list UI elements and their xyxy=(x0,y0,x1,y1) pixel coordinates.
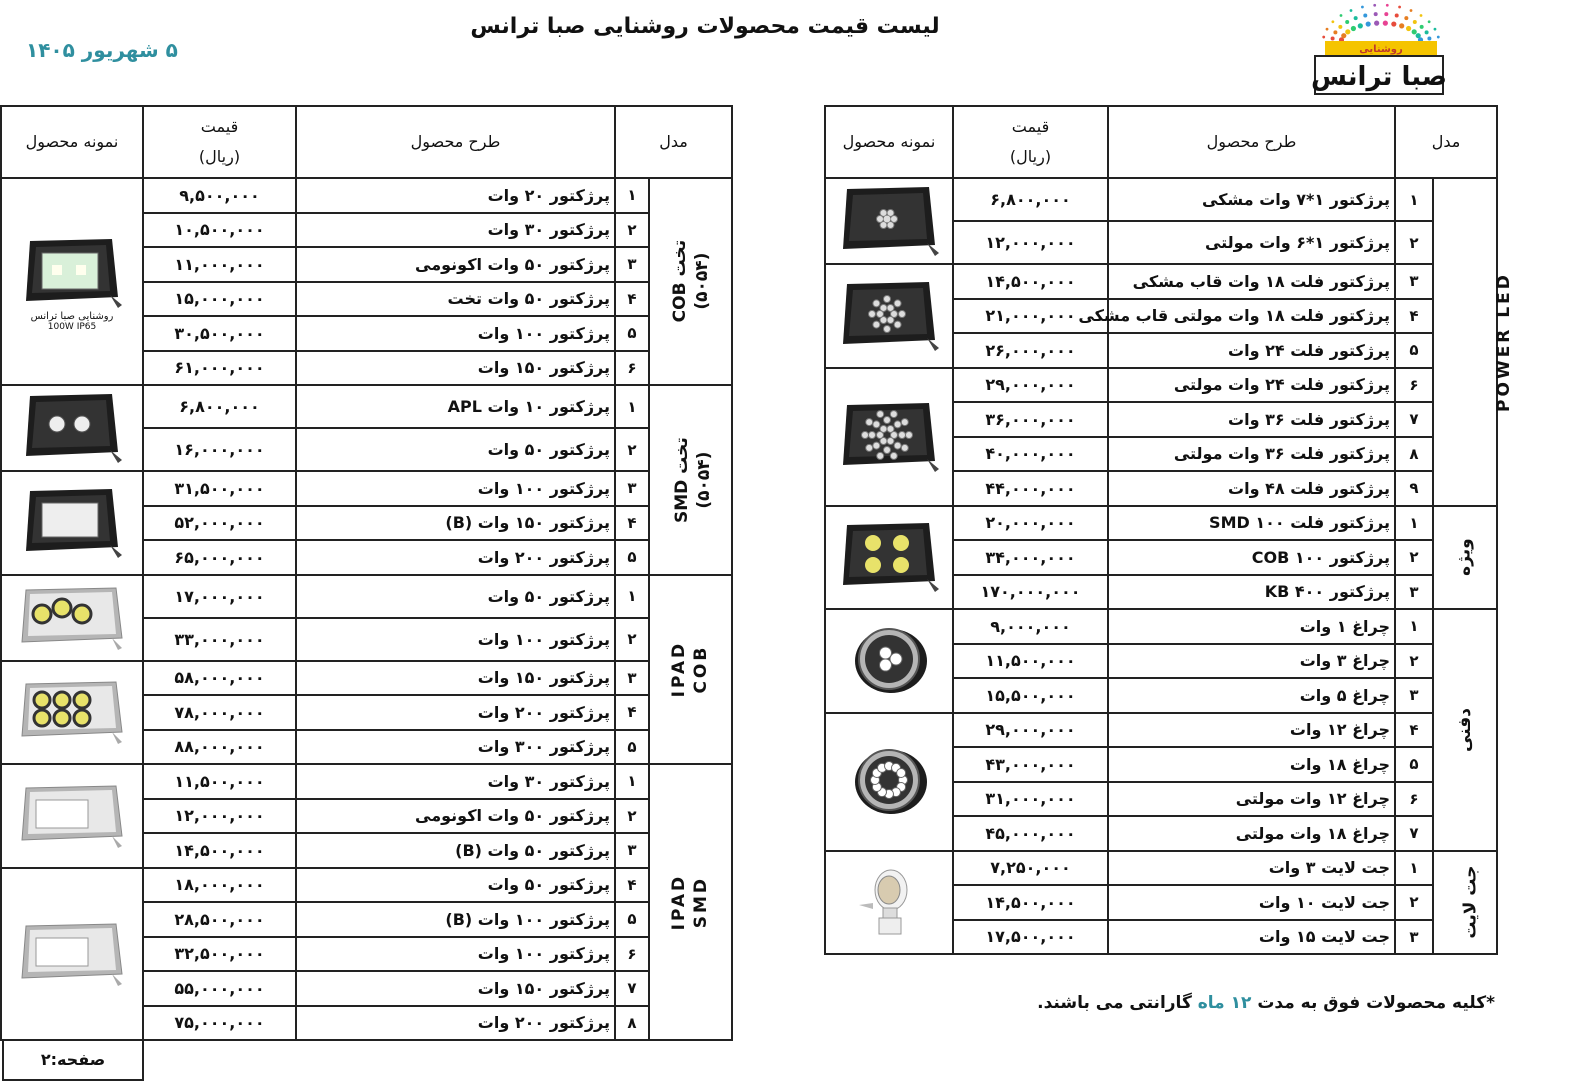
model-label-line: جت لایت xyxy=(1460,865,1481,939)
table-row xyxy=(1,764,732,799)
product-name-cell: پرژکتور ۳۰۰ وات xyxy=(296,730,615,765)
price-cell: ۹,۰۰۰,۰۰۰ xyxy=(953,609,1108,644)
cob-flat-floodlight-icon xyxy=(2,231,142,315)
table-row xyxy=(1,868,732,903)
logo-dot xyxy=(1413,20,1417,24)
svg-text:روشنایی: روشنایی xyxy=(1359,44,1403,55)
model-label-line: IPAD xyxy=(669,641,690,698)
inground-light-icon xyxy=(826,619,952,703)
logo-dot xyxy=(1420,14,1423,17)
price-cell: ۷۸,۰۰۰,۰۰۰ xyxy=(143,695,296,730)
price-cell: ۶,۸۰۰,۰۰۰ xyxy=(143,385,296,428)
product-image-cell xyxy=(825,178,953,264)
price-cell: ۱۶,۰۰۰,۰۰۰ xyxy=(143,428,296,471)
product-image-cell xyxy=(1,764,143,868)
logo-dot xyxy=(1345,20,1349,24)
table-row xyxy=(825,506,1497,541)
price-cell: ۶۵,۰۰۰,۰۰۰ xyxy=(143,540,296,575)
row-number-cell: ۵ xyxy=(1395,333,1433,368)
price-cell: ۲۹,۰۰۰,۰۰۰ xyxy=(953,713,1108,748)
table-row xyxy=(825,368,1497,403)
price-cell: ۲۸,۵۰۰,۰۰۰ xyxy=(143,902,296,937)
logo-dot xyxy=(1398,6,1401,9)
row-number-cell: ۱ xyxy=(1395,851,1433,886)
row-number-cell: ۴ xyxy=(615,695,649,730)
row-number-cell: ۵ xyxy=(615,902,649,937)
model-group-cell xyxy=(1433,178,1514,506)
image-caption: روشنایی صبا ترانس xyxy=(30,311,114,322)
saba-trans-logo xyxy=(1305,3,1455,98)
price-cell: ۲۱,۰۰۰,۰۰۰ xyxy=(953,299,1108,334)
row-number-cell: ۱ xyxy=(615,385,649,428)
product-name-cell: پرژکتور ۱۵۰ وات xyxy=(296,351,615,386)
product-image-cell xyxy=(1,385,143,471)
product-image-cell xyxy=(825,368,953,506)
product-image-cell xyxy=(825,713,953,851)
row-number-cell: ۹ xyxy=(1395,471,1433,506)
product-name-cell: پرژکتور ۱۵۰ وات xyxy=(296,971,615,1006)
logo-dot xyxy=(1427,36,1431,40)
logo-dot xyxy=(1406,26,1411,31)
price-cell: ۷,۲۵۰,۰۰۰ xyxy=(953,851,1108,886)
logo-dot xyxy=(1331,36,1335,40)
logo-dot xyxy=(1437,36,1440,39)
product-name-cell: جت لایت ۱۵ وات xyxy=(1108,920,1395,955)
price-cell: ۳۲,۵۰۰,۰۰۰ xyxy=(143,937,296,972)
header-sample: نمونه محصول xyxy=(1,106,143,178)
model-label-line: ویژه xyxy=(1454,538,1475,577)
product-name-cell: پرژکتور ۲۰۰ وات xyxy=(296,1006,615,1041)
price-cell: ۳۰,۵۰۰,۰۰۰ xyxy=(143,316,296,351)
row-number-cell: ۶ xyxy=(1395,368,1433,403)
row-number-cell: ۳ xyxy=(1395,575,1433,610)
product-image-cell xyxy=(1,471,143,575)
table-row xyxy=(825,609,1497,644)
product-name-cell: پرژکتور ۳۰ وات xyxy=(296,764,615,799)
row-number-cell: ۸ xyxy=(615,1006,649,1041)
logo-dot xyxy=(1358,23,1363,28)
product-name-cell: پرژکتور ۱*۷ وات مشکی xyxy=(1108,178,1395,221)
row-number-cell: ۴ xyxy=(615,506,649,541)
price-cell: ۲۹,۰۰۰,۰۰۰ xyxy=(953,368,1108,403)
logo-dot xyxy=(1428,20,1431,23)
row-number-cell: ۲ xyxy=(1395,885,1433,920)
header-price: قیمت (ریال) xyxy=(143,106,296,178)
logo-dot xyxy=(1383,21,1388,26)
row-number-cell: ۳ xyxy=(615,661,649,696)
note-highlight: ۱۲ ماه xyxy=(1197,993,1252,1013)
row-number-cell: ۲ xyxy=(1395,540,1433,575)
smd-flat-floodlight-icon xyxy=(2,481,142,565)
model-group-label xyxy=(1460,866,1482,939)
note-suffix: گارانتی می باشند. xyxy=(1037,993,1192,1013)
price-cell: ۴۴,۰۰۰,۰۰۰ xyxy=(953,471,1108,506)
logo-dot xyxy=(1322,36,1325,39)
row-number-cell: ۲ xyxy=(615,213,649,248)
product-name-cell: پرژکتور ۱۰۰ وات xyxy=(296,471,615,506)
price-cell: ۱۴,۵۰۰,۰۰۰ xyxy=(953,264,1108,299)
product-name-cell: پرژکتور فلت ۴۸ وات xyxy=(1108,471,1395,506)
table-row xyxy=(1,471,732,506)
header-design: طرح محصول xyxy=(296,106,615,178)
price-cell: ۲۶,۰۰۰,۰۰۰ xyxy=(953,333,1108,368)
product-image-cell xyxy=(825,506,953,610)
header-model: مدل xyxy=(615,106,732,178)
header-design: طرح محصول xyxy=(1108,106,1395,178)
row-number-cell: ۵ xyxy=(615,316,649,351)
logo-dot xyxy=(1340,14,1343,17)
row-number-cell: ۵ xyxy=(615,540,649,575)
row-number-cell: ۵ xyxy=(1395,747,1433,782)
product-image-cell xyxy=(1,575,143,661)
product-name-cell: پرژکتور فلت ۱۸ وات قاب مشکی xyxy=(1108,264,1395,299)
product-name-cell: پرژکتور ۲۰ وات xyxy=(296,178,615,213)
logo-dot xyxy=(1404,16,1408,20)
row-number-cell: ۳ xyxy=(615,471,649,506)
logo-dot xyxy=(1351,26,1356,31)
logo-dot xyxy=(1420,25,1424,29)
row-number-cell: ۲ xyxy=(615,618,649,661)
price-cell: ۳۴,۰۰۰,۰۰۰ xyxy=(953,540,1108,575)
model-label-line: COB xyxy=(691,644,712,694)
price-date: ۵ شهریور ۱۴۰۵ xyxy=(26,38,178,62)
multi-led-floodlight-icon xyxy=(826,274,952,358)
product-name-cell: پرژکتور ۳۰ وات xyxy=(296,213,615,248)
table-row xyxy=(1,575,732,618)
model-label-line: IPAD xyxy=(669,873,690,931)
row-number-cell: ۴ xyxy=(1395,713,1433,748)
product-name-cell: پرژکتور ۵۰ وات xyxy=(296,575,615,618)
row-number-cell: ۷ xyxy=(1395,402,1433,437)
model-label-line: تخت COB xyxy=(670,240,691,323)
logo-dot xyxy=(1434,28,1437,31)
header-model: مدل xyxy=(1395,106,1497,178)
price-cell: ۳۱,۰۰۰,۰۰۰ xyxy=(953,782,1108,817)
page-number: صفحه:۲ xyxy=(2,1041,144,1081)
large-multi-led-floodlight-icon xyxy=(826,395,952,479)
table-row xyxy=(1,385,732,428)
product-name-cell: پرژکتور ۵۰ وات (B) xyxy=(296,833,615,868)
svg-text:صبا ترانس: صبا ترانس xyxy=(1311,62,1447,92)
row-number-cell: ۷ xyxy=(1395,816,1433,851)
price-cell: ۱۴,۵۰۰,۰۰۰ xyxy=(953,885,1108,920)
price-cell: ۸۸,۰۰۰,۰۰۰ xyxy=(143,730,296,765)
logo-dot xyxy=(1384,12,1388,16)
logo-dot xyxy=(1366,21,1371,26)
logo-dot xyxy=(1361,6,1364,9)
product-name-cell: پرژکتور ۱۰۰ وات xyxy=(296,618,615,661)
model-group-label xyxy=(1493,272,1515,412)
product-name-cell: پرژکتور ۱۰۰ COB xyxy=(1108,540,1395,575)
price-cell: ۶۱,۰۰۰,۰۰۰ xyxy=(143,351,296,386)
model-label-line: (۵۰۵۴) xyxy=(693,451,714,509)
ipad-cob-6-floodlight-icon xyxy=(2,670,142,754)
logo-dot xyxy=(1399,23,1404,28)
logo-dot xyxy=(1410,9,1413,12)
price-table-right xyxy=(824,105,1514,955)
logo-dot xyxy=(1412,29,1417,34)
warranty-note xyxy=(1005,993,1495,1013)
product-name-cell: چراغ ۱ وات xyxy=(1108,609,1395,644)
model-group-cell xyxy=(649,764,732,1040)
logo-dot xyxy=(1391,21,1396,26)
logo-dot xyxy=(1345,29,1350,34)
price-cell: ۱۱,۰۰۰,۰۰۰ xyxy=(143,247,296,282)
table-row xyxy=(825,713,1497,748)
product-image-cell xyxy=(1,178,143,385)
logo-dot xyxy=(1386,4,1389,7)
image-caption-spec: 100W IP65 xyxy=(47,322,97,332)
row-number-cell: ۱ xyxy=(1395,178,1433,221)
row-number-cell: ۳ xyxy=(1395,678,1433,713)
ipad-cob-3-floodlight-icon xyxy=(2,576,142,660)
product-name-cell: پرژکتور ۱۰ وات APL xyxy=(296,385,615,428)
product-name-cell: پرژکتور ۲۰۰ وات xyxy=(296,540,615,575)
product-name-cell: پرژکتور ۱۰۰ وات xyxy=(296,937,615,972)
page-title: لیست قیمت محصولات روشنایی صبا ترانس xyxy=(470,14,940,39)
row-number-cell: ۲ xyxy=(1395,644,1433,679)
ipad-smd-large-floodlight-icon xyxy=(2,912,142,996)
row-number-cell: ۱ xyxy=(615,764,649,799)
model-group-label xyxy=(669,240,713,322)
header-price: قیمت (ریال) xyxy=(953,106,1108,178)
price-cell: ۴۳,۰۰۰,۰۰۰ xyxy=(953,747,1108,782)
row-number-cell: ۱ xyxy=(615,178,649,213)
small-floodlight-icon xyxy=(826,179,952,263)
product-name-cell: پرژکتور ۵۰ وات xyxy=(296,868,615,903)
row-number-cell: ۷ xyxy=(615,971,649,1006)
model-group-label xyxy=(1454,538,1476,576)
logo-dot xyxy=(1341,33,1346,38)
price-table-left xyxy=(0,105,733,1041)
price-cell: ۲۰,۰۰۰,۰۰۰ xyxy=(953,506,1108,541)
product-name-cell: چراغ ۱۸ وات مولتی xyxy=(1108,816,1395,851)
logo-dot xyxy=(1331,20,1334,23)
row-number-cell: ۶ xyxy=(1395,782,1433,817)
product-name-cell: پرژکتور فلت ۳۶ وات xyxy=(1108,402,1395,437)
model-group-cell xyxy=(1433,851,1497,955)
model-group-cell xyxy=(1433,609,1497,851)
row-number-cell: ۳ xyxy=(615,247,649,282)
product-name-cell: پرژکتور ۱۰۰ وات xyxy=(296,316,615,351)
price-cell: ۱۲,۰۰۰,۰۰۰ xyxy=(143,799,296,834)
product-image-cell xyxy=(825,264,953,368)
product-name-cell: چراغ ۳ وات xyxy=(1108,644,1395,679)
price-cell: ۱۷,۵۰۰,۰۰۰ xyxy=(953,920,1108,955)
table-row xyxy=(825,851,1497,886)
four-cob-floodlight-icon xyxy=(826,515,952,599)
price-cell: ۱۵,۵۰۰,۰۰۰ xyxy=(953,678,1108,713)
row-number-cell: ۱ xyxy=(615,575,649,618)
product-name-cell: پرژکتور ۱۰۰ وات (B) xyxy=(296,902,615,937)
logo-dot xyxy=(1395,14,1399,18)
header-sample: نمونه محصول xyxy=(825,106,953,178)
product-image-cell xyxy=(1,868,143,1041)
row-number-cell: ۳ xyxy=(1395,920,1433,955)
product-name-cell: جت لایت ۱۰ وات xyxy=(1108,885,1395,920)
price-cell: ۳۶,۰۰۰,۰۰۰ xyxy=(953,402,1108,437)
row-number-cell: ۲ xyxy=(1395,221,1433,264)
price-cell: ۵۵,۰۰۰,۰۰۰ xyxy=(143,971,296,1006)
product-name-cell: چراغ ۱۲ وات مولتی xyxy=(1108,782,1395,817)
logo-dot xyxy=(1374,21,1379,26)
logo-dot xyxy=(1350,9,1353,12)
price-cell: ۳۱,۵۰۰,۰۰۰ xyxy=(143,471,296,506)
table-row xyxy=(1,661,732,696)
product-name-cell: چراغ ۱۲ وات xyxy=(1108,713,1395,748)
product-name-cell: پرژکتور ۵۰ وات اکونومی xyxy=(296,247,615,282)
model-group-label xyxy=(668,874,712,931)
product-name-cell: چراغ ۱۸ وات xyxy=(1108,747,1395,782)
product-name-cell: جت لایت ۳ وات xyxy=(1108,851,1395,886)
jet-spotlight-icon xyxy=(826,860,952,944)
price-cell: ۱۲,۰۰۰,۰۰۰ xyxy=(953,221,1108,264)
logo-dot xyxy=(1374,12,1378,16)
product-image-cell xyxy=(825,851,953,955)
table-row xyxy=(825,178,1497,221)
model-group-cell xyxy=(649,385,732,575)
model-label-line: (۵۰۵۴) xyxy=(692,252,713,311)
row-number-cell: ۶ xyxy=(615,351,649,386)
model-group-cell xyxy=(649,575,732,765)
price-cell: ۱۱,۵۰۰,۰۰۰ xyxy=(143,764,296,799)
price-cell: ۵۲,۰۰۰,۰۰۰ xyxy=(143,506,296,541)
product-name-cell: پرژکتور فلت ۳۶ وات مولتی xyxy=(1108,437,1395,472)
model-group-label xyxy=(671,437,715,523)
multi-inground-light-icon xyxy=(826,740,952,824)
row-number-cell: ۱ xyxy=(1395,609,1433,644)
price-cell: ۶,۸۰۰,۰۰۰ xyxy=(953,178,1108,221)
product-name-cell: پرژکتور فلت ۲۴ وات مولتی xyxy=(1108,368,1395,403)
price-cell: ۴۵,۰۰۰,۰۰۰ xyxy=(953,816,1108,851)
ipad-smd-floodlight-icon xyxy=(2,774,142,858)
price-cell: ۱۴,۵۰۰,۰۰۰ xyxy=(143,833,296,868)
table-row xyxy=(1,178,732,213)
row-number-cell: ۲ xyxy=(615,428,649,471)
model-label-line: SMD xyxy=(691,875,712,929)
product-name-cell: پرژکتور فلت ۱۸ وات مولتی قاب مشکی xyxy=(1108,299,1395,334)
model-group-label xyxy=(668,641,712,698)
product-name-cell: پرژکتور ۱*۶ وات مولتی xyxy=(1108,221,1395,264)
model-group-label xyxy=(1454,708,1476,752)
row-number-cell: ۴ xyxy=(615,282,649,317)
logo-dot xyxy=(1373,4,1376,7)
table-row xyxy=(825,264,1497,299)
product-name-cell: چراغ ۵ وات xyxy=(1108,678,1395,713)
note-prefix: *کلیه محصولات فوق به مدت xyxy=(1257,993,1495,1013)
price-cell: ۱۰,۵۰۰,۰۰۰ xyxy=(143,213,296,248)
price-cell: ۵۸,۰۰۰,۰۰۰ xyxy=(143,661,296,696)
model-label-line: دفنی xyxy=(1454,707,1475,752)
row-number-cell: ۶ xyxy=(615,937,649,972)
logo-dot xyxy=(1326,28,1329,31)
product-name-cell: پرژکتور ۱۵۰ وات xyxy=(296,661,615,696)
price-cell: ۱۱,۵۰۰,۰۰۰ xyxy=(953,644,1108,679)
price-cell: ۷۵,۰۰۰,۰۰۰ xyxy=(143,1006,296,1041)
price-cell: ۹,۵۰۰,۰۰۰ xyxy=(143,178,296,213)
logo-dot xyxy=(1338,25,1342,29)
product-name-cell: پرژکتور ۲۰۰ وات xyxy=(296,695,615,730)
model-label-line: تخت SMD xyxy=(671,436,692,523)
row-number-cell: ۴ xyxy=(615,868,649,903)
logo-dot xyxy=(1333,30,1337,34)
model-group-cell xyxy=(1433,506,1497,610)
row-number-cell: ۴ xyxy=(1395,299,1433,334)
row-number-cell: ۳ xyxy=(615,833,649,868)
product-image-cell xyxy=(1,661,143,765)
product-name-cell: پرژکتور فلت ۲۴ وات xyxy=(1108,333,1395,368)
product-name-cell: پرژکتور ۱۵۰ وات (B) xyxy=(296,506,615,541)
model-group-cell xyxy=(649,178,732,385)
price-cell: ۱۵,۰۰۰,۰۰۰ xyxy=(143,282,296,317)
apl-floodlight-icon xyxy=(2,386,142,470)
row-number-cell: ۲ xyxy=(615,799,649,834)
price-cell: ۱۷۰,۰۰۰,۰۰۰ xyxy=(953,575,1108,610)
price-cell: ۱۸,۰۰۰,۰۰۰ xyxy=(143,868,296,903)
product-image-cell xyxy=(825,609,953,713)
row-number-cell: ۳ xyxy=(1395,264,1433,299)
logo-dot xyxy=(1363,14,1367,18)
row-number-cell: ۱ xyxy=(1395,506,1433,541)
product-name-cell: پرژکتور ۴۰۰ KB xyxy=(1108,575,1395,610)
price-cell: ۴۰,۰۰۰,۰۰۰ xyxy=(953,437,1108,472)
model-label-line: POWER LED xyxy=(1493,271,1514,412)
row-number-cell: ۸ xyxy=(1395,437,1433,472)
product-name-cell: پرژکتور ۵۰ وات xyxy=(296,428,615,471)
product-name-cell: پرژکتور ۵۰ وات تخت xyxy=(296,282,615,317)
row-number-cell: ۵ xyxy=(615,730,649,765)
product-name-cell: پرژکتور فلت ۱۰۰ SMD xyxy=(1108,506,1395,541)
logo-dot xyxy=(1354,16,1358,20)
price-cell: ۳۳,۰۰۰,۰۰۰ xyxy=(143,618,296,661)
product-name-cell: پرژکتور ۵۰ وات اکونومی xyxy=(296,799,615,834)
price-cell: ۱۷,۰۰۰,۰۰۰ xyxy=(143,575,296,618)
logo-dot xyxy=(1425,30,1429,34)
